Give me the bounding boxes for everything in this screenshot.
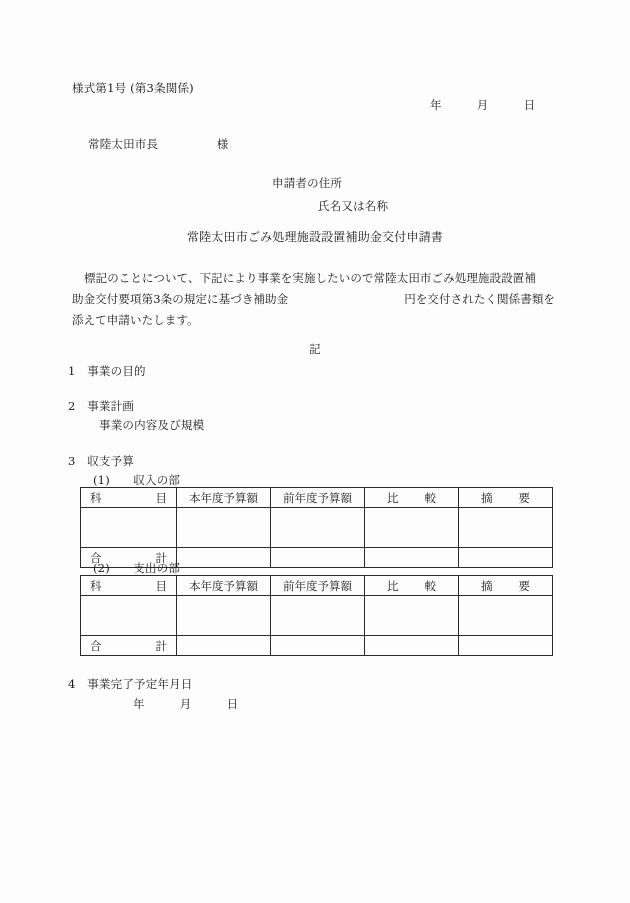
header-subject-char-1: 科 <box>90 490 102 505</box>
expense-section-caption: (2) 支出の部 <box>93 561 181 575</box>
table-header-row <box>81 488 553 508</box>
header-remarks-char-1: 摘 <box>481 490 493 505</box>
item-4-date-line: 年 月 日 <box>133 697 239 711</box>
body-line-3: 添えて申請いたします。 <box>72 313 199 327</box>
cell-current-year[interactable] <box>177 596 271 636</box>
header-comparison-char-1: 比 <box>387 578 399 593</box>
cell-previous-year[interactable] <box>271 508 365 548</box>
total-previous-year[interactable] <box>271 548 365 568</box>
header-subject <box>81 576 177 596</box>
date-line-top: 年 月 日 <box>430 98 536 112</box>
header-subject <box>81 488 177 508</box>
body-line-2-part1: 助金交付要項第3条の規定に基づき補助金 <box>72 292 289 306</box>
income-section-caption: (1) 収入の部 <box>93 473 181 487</box>
total-label-char-2: 計 <box>155 550 167 565</box>
total-comparison[interactable] <box>365 548 459 568</box>
header-subject-char-2: 目 <box>155 490 167 505</box>
header-comparison-char-2: 較 <box>424 578 436 593</box>
cell-subject[interactable] <box>81 508 177 548</box>
table-header-row <box>81 576 553 596</box>
header-remarks-char-1: 摘 <box>481 578 493 593</box>
ki-mark: 記 <box>309 342 321 356</box>
header-remarks <box>459 576 553 596</box>
total-label-char-1: 合 <box>90 550 102 565</box>
header-remarks <box>459 488 553 508</box>
header-previous-year: 前年度予算額 <box>271 576 365 596</box>
cell-subject[interactable] <box>81 596 177 636</box>
table-row <box>81 596 553 636</box>
cell-current-year[interactable] <box>177 508 271 548</box>
income-budget-table <box>80 487 553 568</box>
total-current-year[interactable] <box>177 636 271 656</box>
expense-budget-table <box>80 575 553 656</box>
header-current-year: 本年度予算額 <box>177 576 271 596</box>
header-remarks-char-2: 要 <box>518 490 530 505</box>
cell-remarks[interactable] <box>459 508 553 548</box>
item-3-budget: 3 収支予算 <box>68 454 135 468</box>
cell-remarks[interactable] <box>459 596 553 636</box>
header-comparison <box>365 576 459 596</box>
header-comparison-char-1: 比 <box>387 490 399 505</box>
document-title: 常陸太田市ごみ処理施設設置補助金交付申請書 <box>186 230 444 244</box>
total-previous-year[interactable] <box>271 636 365 656</box>
applicant-name-label: 氏名又は名称 <box>318 199 389 213</box>
cell-comparison[interactable] <box>365 508 459 548</box>
cell-comparison[interactable] <box>365 596 459 636</box>
item-2-subline: 事業の内容及び規模 <box>99 418 205 432</box>
header-remarks-char-2: 要 <box>518 578 530 593</box>
total-label-char-2: 計 <box>155 638 167 653</box>
total-label-char-1: 合 <box>90 638 102 653</box>
applicant-address-label: 申請者の住所 <box>272 176 343 190</box>
item-2-plan: 2 事業計画 <box>68 399 135 413</box>
table-row <box>81 508 553 548</box>
body-line-2 <box>72 289 558 310</box>
body-line-1: 標記のことについて、下記により事業を実施したいので常陸太田市ごみ処理施設設置補 <box>84 271 536 285</box>
total-remarks[interactable] <box>459 548 553 568</box>
table-total-row <box>81 636 553 656</box>
header-subject-char-1: 科 <box>90 578 102 593</box>
header-current-year: 本年度予算額 <box>177 488 271 508</box>
header-comparison <box>365 488 459 508</box>
amount-fill-in-blank[interactable] <box>288 292 404 306</box>
item-1-purpose: 1 事業の目的 <box>68 364 146 378</box>
total-label <box>81 636 177 656</box>
cell-previous-year[interactable] <box>271 596 365 636</box>
body-line-2-part2: 円を交付されたく関係書類を <box>404 292 556 306</box>
addressee-line: 常陸太田市長 様 <box>88 137 229 151</box>
body-paragraph <box>72 268 558 331</box>
item-4-completion-date: 4 事業完了予定年月日 <box>68 677 193 691</box>
header-subject-char-2: 目 <box>155 578 167 593</box>
total-remarks[interactable] <box>459 636 553 656</box>
header-comparison-char-2: 較 <box>424 490 436 505</box>
form-number: 様式第1号 (第3条関係) <box>72 81 194 95</box>
total-comparison[interactable] <box>365 636 459 656</box>
header-previous-year: 前年度予算額 <box>271 488 365 508</box>
total-current-year[interactable] <box>177 548 271 568</box>
